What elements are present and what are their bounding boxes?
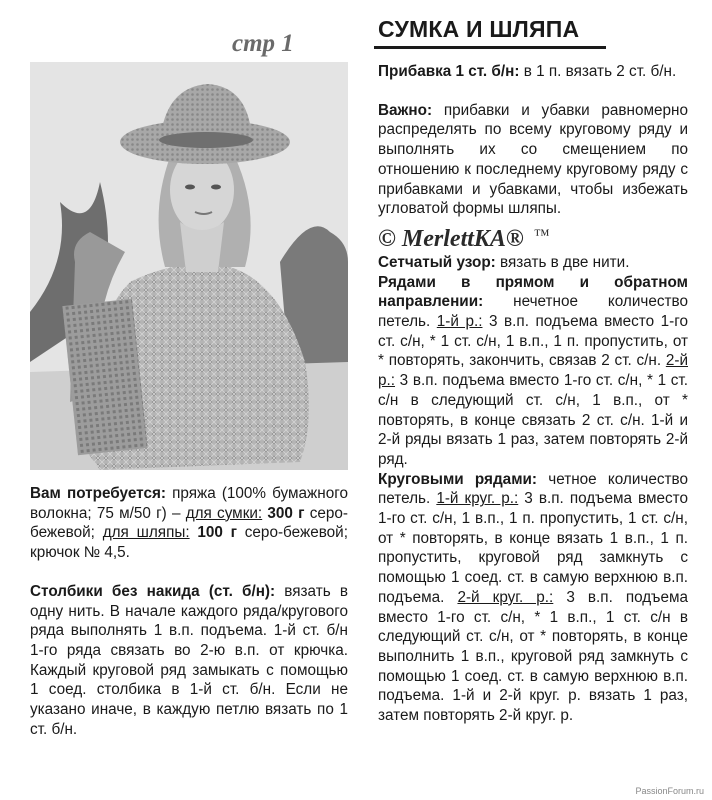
rows-text: 3 в.п. подъема вместо 1-го ст. с/н, * 1 ст. с/н в следующий ст. с/н, 1 в.п., от * повторять, в конце связать 2 ст. с/н. 1-й и 2-й ряды вязать 1 раз, затем повторять 2-й ряд. [378,372,688,468]
materials-heading: Вам потребуется: [30,485,166,502]
single-crochet-heading: Столбики без накида (ст. б/н): [30,582,276,600]
mesh-pattern-paragraph [378,253,688,273]
important-paragraph [378,101,688,219]
rows-text: 3 в.п. подъема вместо 1-го ст. с/н, * 1 ст. с/н, 1 в.п., 1 п. пропустить, от * повторять, закончить, связав 2 ст. с/н. [378,313,689,370]
rounds-text: 3 в.п. подъема вместо 1-го ст. с/н, 1 в.п., 1 п. пропустить, 1 ст. с/н, от * повторять, в конце вязать 1 в.п., 1 п. пропустить, круговой ряд замкнуть с помощью 1 соед. ст. в самую верхнюю в.п. подъема. [378,490,689,606]
increase-paragraph [378,62,688,82]
watermark-text: © MerlettKA® [378,225,524,252]
mesh-text: вязать в две нити. [495,253,630,271]
materials-text: серо-бежевой; [30,504,348,542]
trademark-symbol: ™ [533,226,550,244]
materials-paragraph [30,484,348,563]
hat-label: для шляпы: [102,524,190,542]
title-underline [374,46,606,49]
row2-label: 2-й р.: [378,352,688,390]
left-column [30,484,348,739]
mesh-heading: Сетчатый узор: [378,253,496,271]
site-footer: PassionForum.ru [635,786,704,796]
round1-label: 1-й круг. р.: [436,490,519,508]
right-column [378,62,688,726]
model-photo [30,62,348,470]
row1-label: 1-й р.: [436,313,483,331]
rounds-text: четное количество петель. [378,470,688,508]
article-title: СУМКА И ШЛЯПА [378,16,580,42]
rounds-paragraph [378,470,688,726]
hat-amount: 100 г [189,524,238,542]
materials-text: серо-бежевой; крючок № 4,5. [30,524,348,562]
single-crochet-text: вязать в одну нить. В начале каждого ряда/кругового ряда выполнять 1 в.п. подъема. 1-й ст. б/н 1-го ряда связать во 2-ю в.п. от крючка. Каждый круговой ряд замыкать с помощью 1 соед. столбика в 1-й ст. б/н. Если не указано иначе, в каждую петлю вязать по 1 ст. б/н. [30,582,348,738]
single-crochet-paragraph [30,582,348,740]
increase-text: в 1 п. вязать 2 ст. б/н. [519,63,677,80]
rounds-heading: Круговыми рядами: [378,470,538,488]
rows-heading: Рядами в прямом и обратном направлении: [378,273,688,311]
rows-text: нечетное количество петель. [378,293,688,331]
photo-illustration [30,62,348,470]
watermark [378,219,688,253]
materials-text: пряжа (100% бумажного волокна; 75 м/50 г) – [30,485,348,522]
bag-amount: 300 г [262,504,305,522]
important-heading: Важно: [378,101,433,119]
rows-paragraph [378,273,688,470]
rounds-text: 3 в.п. подъема вместо 1-го ст. с/н, * 1 в.п., 1 ст. с/н в следующий ст. с/н, от * повторять, в конце выполнить 1 в.п., круговой ряд замкнуть с помощью 1 соед. ст. в самую верхнюю в.п. подъема. 1-й и 2-й круг. р. вязать 1 раз, затем повторять 2-й круг. р. [378,588,688,725]
important-text: прибавки и убавки равномерно распределять по всему круговому ряду и выполнять их со смещением по отношению к последнему круговому ряду с прибавками и убавками, чтобы избежать угловатой формы шляпы. [378,101,688,218]
bag-label: для сумки: [185,504,263,522]
page-label: стр 1 [232,30,294,57]
increase-heading: Прибавка 1 ст. б/н: [378,63,520,80]
round2-label: 2-й круг. р.: [457,588,554,606]
